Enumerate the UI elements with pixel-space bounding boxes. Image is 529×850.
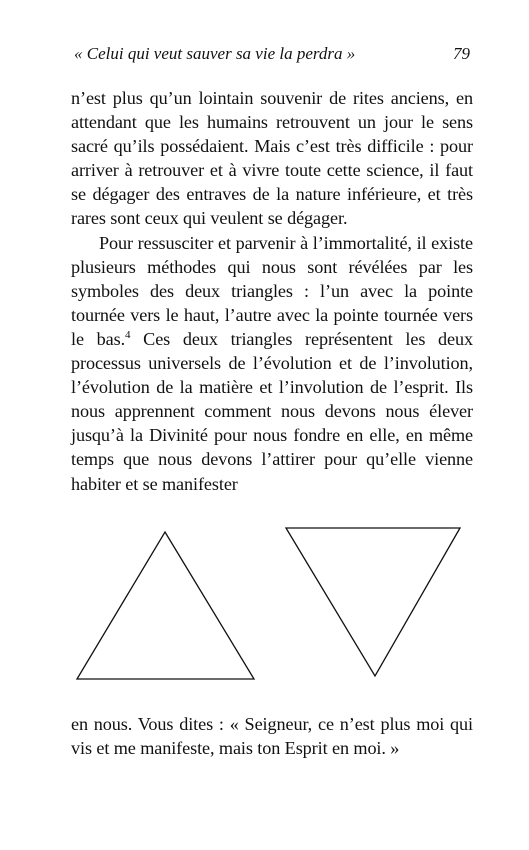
running-title: « Celui qui veut sauver sa vie la perdra » bbox=[74, 44, 356, 63]
paragraph-triangles bbox=[71, 231, 473, 496]
triangles-illustration bbox=[71, 522, 473, 687]
paragraph-triangles-text-b: Ces deux triangles représentent les deux processus universels de l’évolution et de l’involution, l’évolution de la matière et l’involution de l’esprit. Ils nous apprennent comment nous devons nous élever jusqu’à la Divinité pour nous fondre en elle, en même temps que nous devons l’attirer pour qu’elle vienne habiter et se manifester bbox=[71, 328, 473, 494]
downward-triangle bbox=[286, 528, 460, 676]
page-number: 79 bbox=[453, 44, 470, 63]
paragraph-triangles-text-a: Pour ressusciter et parvenir à l’immortalité, il existe plusieurs méthodes qui nous sont révélées par les symboles des deux triangles : l’un avec la pointe tournée vers le haut, l’autre avec la pointe tournée vers le bas. bbox=[71, 232, 473, 349]
upward-triangle bbox=[77, 532, 254, 679]
footnote-reference[interactable]: 4 bbox=[125, 328, 131, 341]
triangles-figure bbox=[71, 522, 473, 687]
paragraph-closing: en nous. Vous dites : « Seigneur, ce n’est plus moi qui vis et me manifeste, mais ton Esprit en moi. » bbox=[71, 714, 473, 759]
paragraph-continuation: n’est plus qu’un lointain souvenir de rites anciens, en attendant que les humains retrouvent un jour le sens sacré qu’ils possédaient. Mais c’est très difficile : pour arriver à retrouver et à vivre toute cette science, il faut se dégager des entraves de la nature inférieure, et très rares sont ceux qui veulent se dégager. bbox=[71, 88, 473, 229]
closing-text-block bbox=[71, 712, 473, 760]
main-text-block bbox=[71, 86, 473, 496]
